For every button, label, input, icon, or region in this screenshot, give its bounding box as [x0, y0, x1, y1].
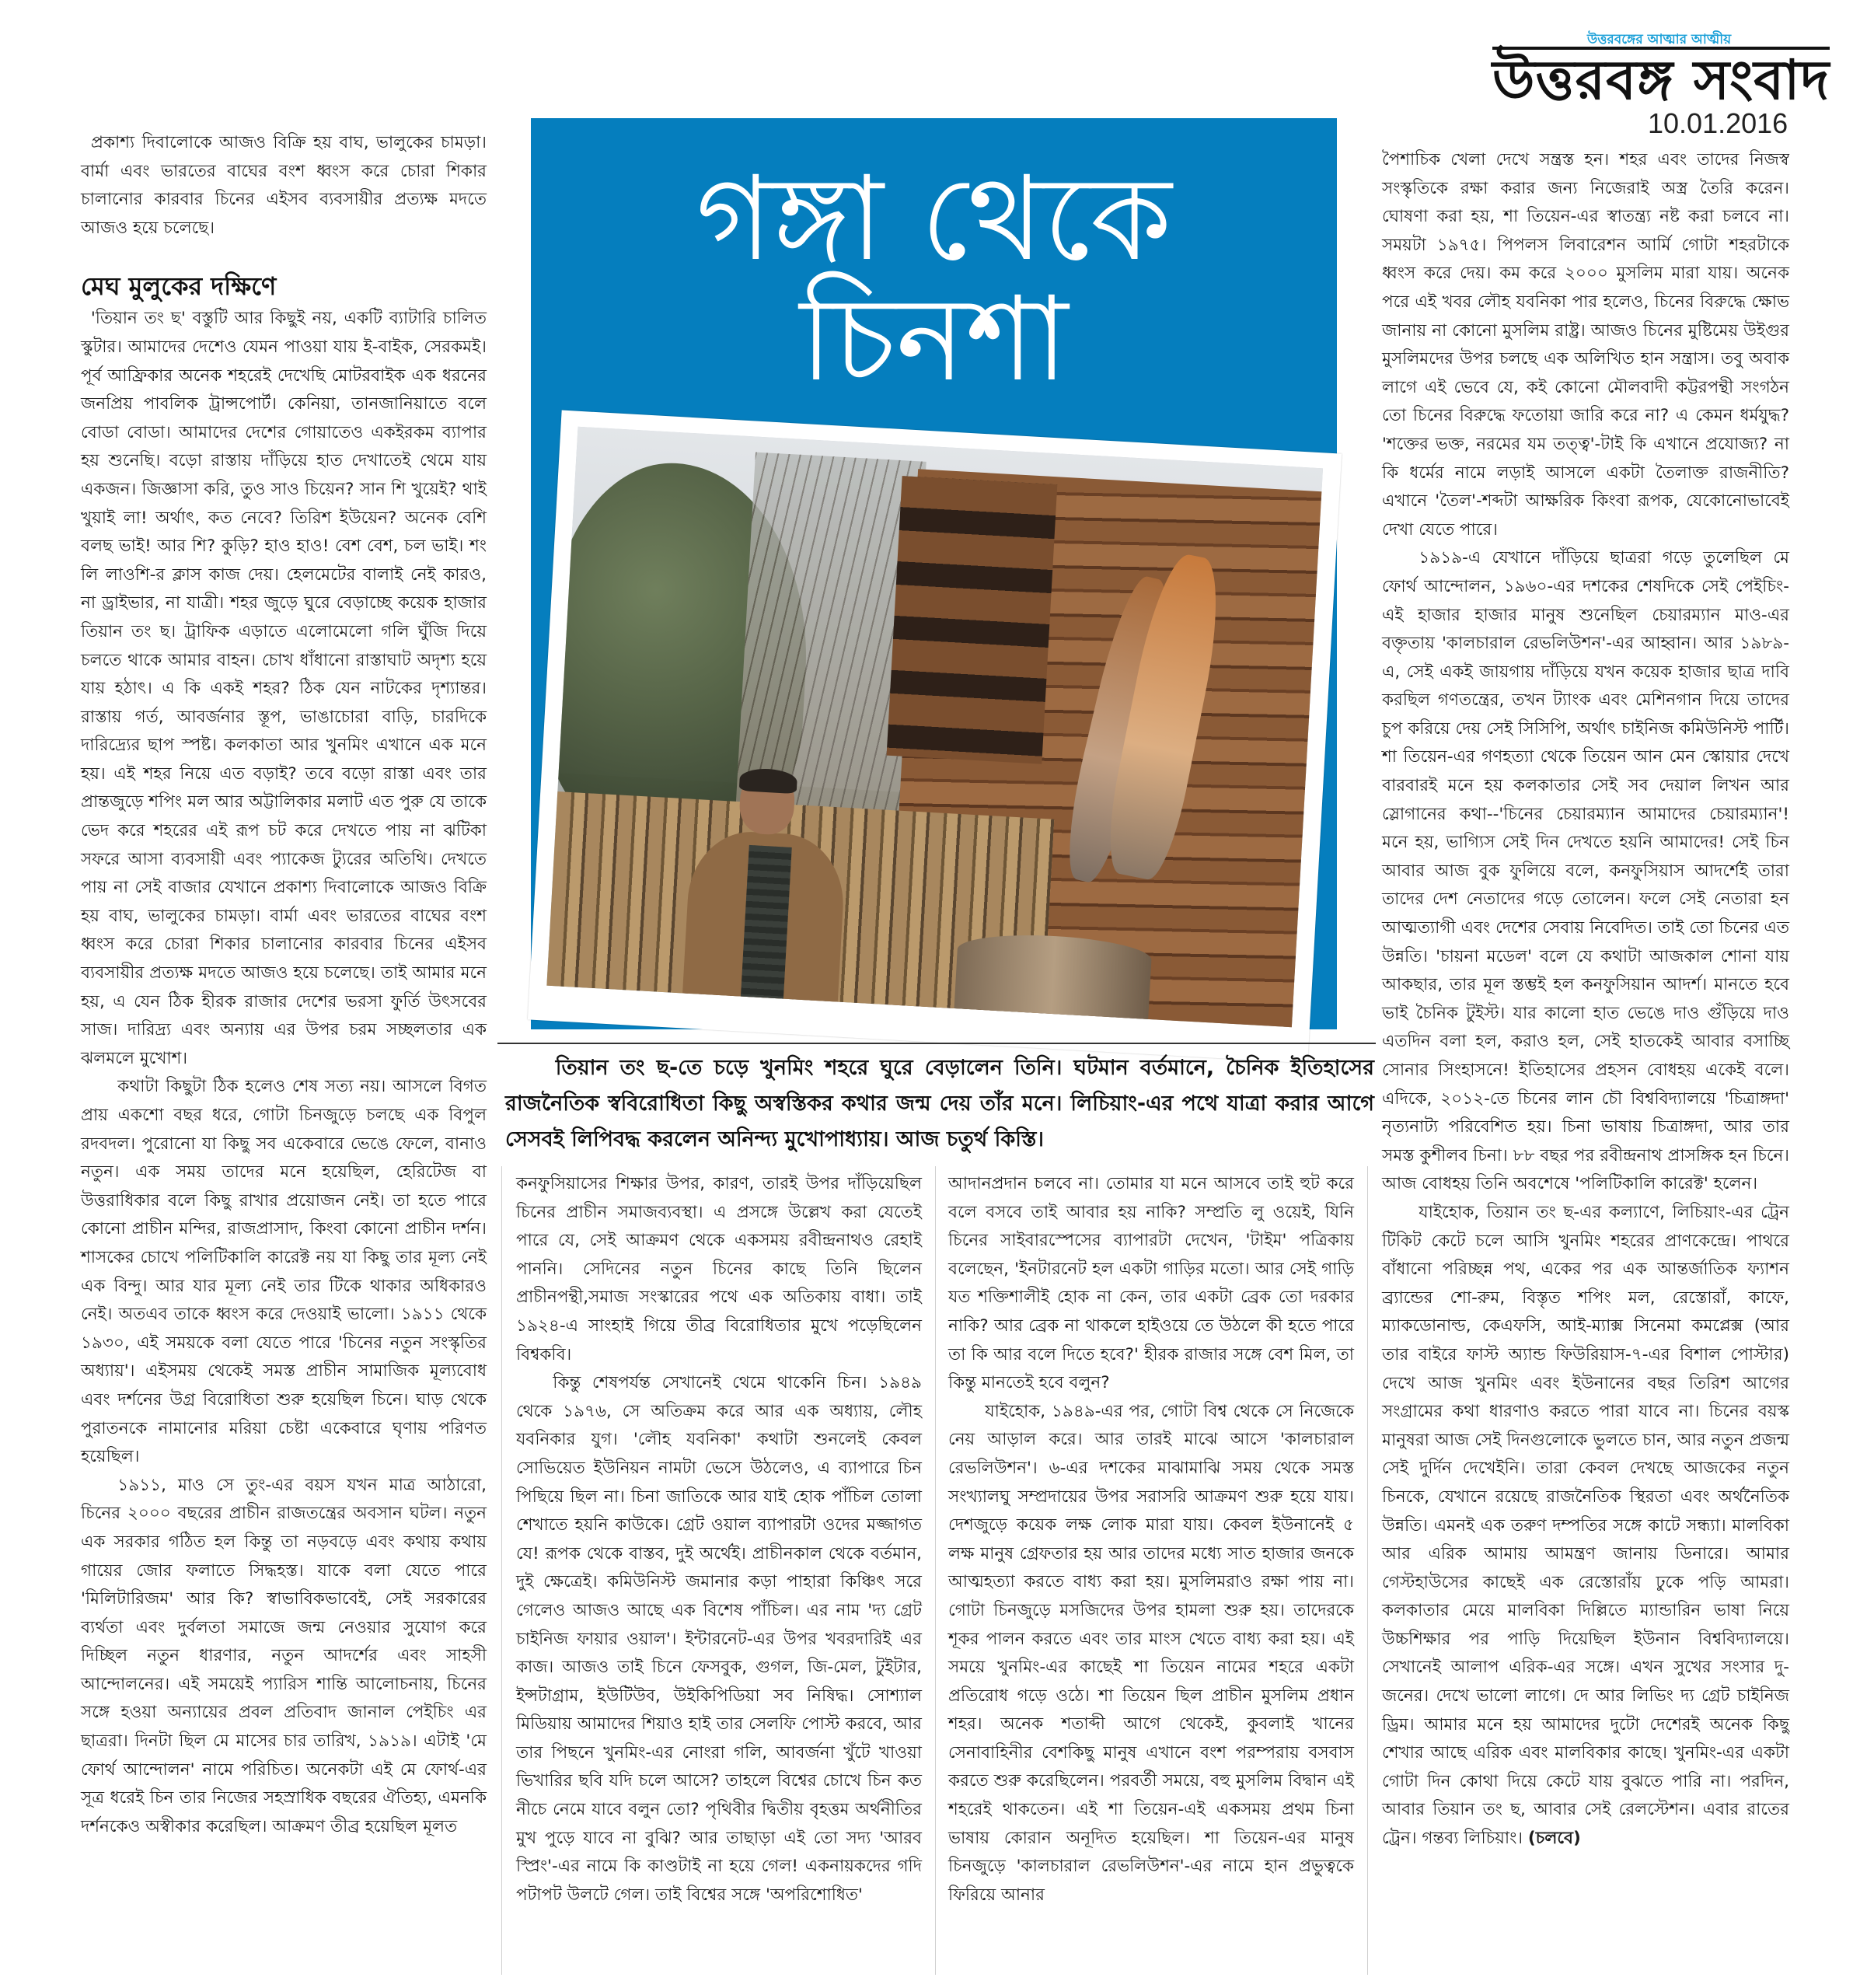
publication-date: 10.01.2016	[1648, 107, 1788, 139]
article-column-4	[1382, 146, 1789, 1853]
article-paragraph: কথাটা কিছুটা ঠিক হলেও শেষ সত্য নয়। আসলে বিগত প্রায় একশো বছর ধরে, গোটা চিনজুড়ে চলছে এক বিপুল রদবদল। পুরোনো যা কিছু সব একেবারে ভেঙে ফেলে, বানাও নতুন। এক সময় তাদের মনে হয়েছিল, হেরিটেজ বা উত্তরাধিকার বলে কিছু রাখার প্রয়োজন নেই। তা হতে পারে কোনো প্রাচীন মন্দির, রাজপ্রাসাদ, কিংবা কোনো প্রাচীন দর্শন। শাসকের চোখে পলিটিকালি কারেক্ট নয় যা কিছু তার মূল্য নেই এক বিন্দু। আর যার মূল্য নেই তার টিকে থাকার অধিকারও নেই। অতএব তাকে ধ্বংস করে দেওয়াই ভালো। ১৯১১ থেকে ১৯৩০, এই সময়কে বলা যেতে পারে 'চিনের নতুন সংস্কৃতির অধ্যায়'। এইসময় থেকেই সমস্ত প্রাচীন সামাজিক মূল্যবোধ এবং দর্শনের উগ্র বিরোধিতা শুরু হয়েছিল চিনে। ঘাড় থেকে পুরাতনকে নামানোর মরিয়া চেষ্টা একেবারে ঘৃণায় পরিণত হয়েছিল।	[81, 1077, 487, 1467]
feature-photo	[546, 427, 1323, 1027]
column-divider	[935, 1166, 936, 1975]
article-paragraph: কনফুসিয়াসের শিক্ষার উপর, কারণ, তারই উপর দাঁড়িয়েছিল চিনের প্রাচীন সমাজব্যবস্থা। এ প্রসঙ্গে উল্লেখ করা যেতেই পারে যে, সেই আক্রমণ থেকে একসময় রবীন্দ্রনাথও রেহাই পাননি। সেদিনের নতুন চিনের কাছে তিনি ছিলেন প্রাচীনপন্থী,সমাজ সংস্কারের পথে এক অতিকায় বাধা। তাই ১৯২৪-এ সাংহাই গিয়ে তীব্র বিরোধিতার মুখে পড়েছিলেন বিশ্বকবি।	[516, 1174, 922, 1364]
masthead	[1492, 30, 1830, 139]
article-paragraph: 'তিয়ান তং ছ' বস্তুটি আর কিছুই নয়, একটি ব্যাটারি চালিত স্কুটার। আমাদের দেশেও যেমন পাওয়া যায় ই-বাইক, সেরকমই। পূর্ব আফ্রিকার অনেক শহরেই দেখেছি মোটরবাইক এক ধরনের জনপ্রিয় পাবলিক ট্রান্সপোর্ট। কেনিয়া, তানজানিয়াতে বলে বোডা বোডা। আমাদের দেশের গোয়াতেও একইরকম ব্যাপার হয় শুনেছি। বড়ো রাস্তায় দাঁড়িয়ে হাত দেখাতেই থেমে যায় একজন। জিজ্ঞাসা করি, তুও সাও চিয়েন? সান শি খুয়েই? থাই খুয়াই লা! অর্থাৎ, কত নেবে? তিরিশ ইউয়েন? অনেক বেশি বলছ ভাই! আর শি? কুড়ি? হাও হাও! বেশ বেশ, চল ভাই। শং লি লাওশি-র ক্লাস কাজ দেয়। হেলমেটের বালাই নেই কারও, না ড্রাইভার, না যাত্রী। শহর জুড়ে ঘুরে বেড়াচ্ছে কয়েক হাজার তিয়ান তং ছ। ট্রাফিক এড়াতে এলোমেলো গলি ঘুঁজি দিয়ে চলতে থাকে আমার বাহন। চোখ ধাঁধানো রাস্তাঘাট অদৃশ্য হয়ে যায় হঠাৎ। এ কি একই শহর? ঠিক যেন নাটকের দৃশ্যান্তর। রাস্তায় গর্ত, আবর্জনার স্তূপ, ভাঙাচোরা বাড়ি, চারদিকে দারিদ্র্যের ছাপ স্পষ্ট। কলকাতা আর খুনমিং এখানে এক মনে হয়। এই শহর নিয়ে এত বড়াই? তবে বড়ো রাস্তা এবং তার প্রান্তজুড়ে শপিং মল আর অট্টালিকার মলাট এত পুরু যে তাকে ভেদ করে শহরের এই রূপ চট করে দেখতে পায় না ঝটিকা সফরে আসা ব্যবসায়ী এবং প্যাকেজ ট্যুরের অতিথি। দেখতে পায় না সেই বাজার যেখানে প্রকাশ্য দিবালোকে আজও বিক্রি হয় বাঘ, ভালুকের চামড়া। বার্মা এবং ভারতের বাঘের বংশ ধ্বংস করে চোরা শিকার চালানোর কারবার চিনের এইসব ব্যবসায়ীর প্রত্যক্ষ মদতে আজও হয়ে চলেছে। তাই আমার মনে হয়, এ যেন ঠিক হীরক রাজার দেশের ভরসা ফুর্তি উৎসবের সাজ। দারিদ্র্য এবং অন্যায় এর উপর চরম সচ্ছলতার এক ঝলমলে মুখোশ।	[81, 309, 487, 1068]
headline-line-1: গঙ্গা থেকে	[696, 152, 1172, 287]
photo-cabin-eaves	[887, 476, 1058, 764]
caption-divider	[497, 1043, 1376, 1044]
photo-barrel	[953, 931, 1153, 1027]
masthead-tagline: উত্তরবঙ্গের আত্মার আত্মীয়	[1587, 32, 1732, 47]
article-paragraph-text: যাইহোক, তিয়ান তং ছ-এর কল্যাণে, লিচিয়াং-এর ট্রেন টিকিট কেটে চলে আসি খুনমিং শহরের প্রাণকেন্দ্রে। পাথরে বাঁধানো পরিচ্ছন্ন পথ, একের পর এক আন্তর্জাতিক ফ্যাশন ব্র্যান্ডের শো-রুম, বিস্তৃত শপিং মল, রেস্তোরাঁ, কাফে, ম্যাকডোনাল্ড, কেএফসি, আই-ম্যাক্স সিনেমা কমপ্লেক্স (আর তার বাইরে ফাস্ট অ্যান্ড ফিউরিয়াস-৭-এর বিশাল পোস্টার) দেখে আজ খুনমিং এবং ইউনানের বছর তিরিশ আগের সংগ্রামের কথা ধারণাও করতে পারা যাবে না। চিনের বয়স্ক মানুষরা আজ সেই দিনগুলোকে ভুলতে চান, আর নতুন প্রজন্ম সেই দুর্দিন দেখেইনি। তারা কেবল দেখছে আজকের নতুন চিনকে, যেখানে রয়েছে রাজনৈতিক স্থিরতা এবং অর্থনৈতিক উন্নতি। এমনই এক তরুণ দম্পতির সঙ্গে কাটে সন্ধ্যা। মালবিকা আর এরিক আমায় আমন্ত্রণ জানায় ডিনারে। আমার গেস্টহাউসের কাছেই এক রেস্তোরাঁয় ঢুকে পড়ি আমরা। কলকাতার মেয়ে মালবিকা দিল্লিতে ম্যান্ডারিন ভাষা নিয়ে উচ্চশিক্ষার পর পাড়ি দিয়েছিল ইউনান বিশ্ববিদ্যালয়ে। সেখানেই আলাপ এরিক-এর সঙ্গে। এখন সুখের সংসার দু-জনের। দেখে ভালো লাগে। দে আর লিভিং দ্য গ্রেট চাইনিজ ড্রিম। আমার মনে হয় আমাদের দুটো দেশেরই অনেক কিছু শেখার আছে এরিক এবং মালবিকার কাছে। খুনমিং-এর একটা গোটা দিন কোথা দিয়ে কেটে যায় বুঝতে পারি না। পরদিন, আবার তিয়ান তং ছ, আবার সেই রেলস্টেশন। এবার রাতের ট্রেন। গন্তব্য লিচিয়াং।	[1382, 1202, 1789, 1849]
column-divider	[501, 1166, 502, 1975]
article-column-3	[948, 1170, 1354, 1909]
article-column-2	[516, 1170, 922, 1909]
article-paragraph: পৈশাচিক খেলা দেখে সন্ত্রস্ত হন। শহর এবং তাদের নিজস্ব সংস্কৃতিকে রক্ষা করার জন্য নিজেরাই অস্ত্র তৈরি করেন। ঘোষণা করা হয়, শা তিয়েন-এর স্বাতন্ত্র্য নষ্ট করা চলবে না। সময়টা ১৯৭৫। পিপলস লিবারেশন আর্মি গোটা শহরটাকে ধ্বংস করে দেয়। কম করে ২০০০ মুসলিম মারা যায়। অনেক পরে এই খবর লৌহ যবনিকা পার হলেও, চিনের বিরুদ্ধে ক্ষোভ জানায় না কোনো মুসলিম রাষ্ট্র। আজও চিনের মুষ্টিমেয় উইগুর মুসলিমদের উপর চলছে এক অলিখিত হান সন্ত্রাস। তবু অবাক লাগে এই ভেবে যে, কই কোনো মৌলবাদী কট্টরপন্থী সংগঠন তো চিনের বিরুদ্ধে ফতোয়া জারি করে না? এ কেমন ধর্মযুদ্ধ? 'শক্তের ভক্ত, নরমের যম তত্ত্ব'-টাই কি এখানে প্রযোজ্য? না কি ধর্মের নামে লড়াই আসলে একটা তৈলাক্ত রাজনীতি? এখানে 'তৈল'-শব্দটা আক্ষরিক কিংবা রূপক, যেকোনোভাবেই দেখা যেতে পারে।	[1382, 150, 1789, 540]
column-divider	[1367, 1166, 1368, 1975]
column-1-intro: প্রকাশ্য দিবালোকে আজও বিক্রি হয় বাঘ, ভালুকের চামড়া। বার্মা এবং ভারতের বাঘের বংশ ধ্বংস করে চোরা শিকার চালানোর কারবার চিনের এইসব ব্যবসায়ীর প্রত্যক্ষ মদতে আজও হয়ে চলেছে।	[81, 133, 487, 238]
article-paragraph: কিন্তু শেষপর্যন্ত সেখানেই থেমে থাকেনি চিন। ১৯৪৯ থেকে ১৯৭৬, সে অতিক্রম করে আর এক অধ্যায়, লৌহ যবনিকার যুগ। 'লৌহ যবনিকা' কথাটা শুনলেই কেবল সোভিয়েত ইউনিয়ন নামটা ভেসে উঠলেও, এ ব্যাপারে চিন পিছিয়ে ছিল না। চিনা জাতিকে আর যাই হোক পাঁচিল তোলা শেখাতে হয়নি কাউকে। গ্রেট ওয়াল ব্যাপারটা ওদের মজ্জাগত যে! রূপক থেকে বাস্তব, দুই অর্থেই। প্রাচীনকাল থেকে বর্তমান, দুই ক্ষেত্রেই। কমিউনিস্ট জমানার কড়া পাহারা কিঞ্চিৎ সরে গেলেও আজও আছে এক বিশেষ পাঁচিল। এর নাম 'দ্য গ্রেট চাইনিজ ফায়ার ওয়াল'। ইন্টারনেট-এর উপর খবরদারিই এর কাজ। আজও তাই চিনে ফেসবুক, গুগল, জি-মেল, টুইটার, ইন্সটাগ্রাম, ইউটিউব, উইকিপিডিয়া সব নিষিদ্ধ। সোশ্যাল মিডিয়ায় আমাদের শিয়াও হাই তার সেলফি পোস্ট করবে, আর তার পিছনে খুনমিং-এর নোংরা গলি, আবর্জনা খুঁটে খাওয়া ভিখারির ছবি যদি চলে আসে? তাহলে বিশ্বের চোখে চিন কত নীচে নেমে যাবে বলুন তো? পৃথিবীর দ্বিতীয় বৃহত্তম অর্থনীতির মুখ পুড়ে যাবে না বুঝি? আর তাছাড়া এই তো সদ্য 'আরব স্প্রিং'-এর নামে কি কাণ্ডটাই না হয়ে গেল! একনায়কদের গদি পটাপট উলটে গেল। তাই বিশ্বের সঙ্গে 'অপরিশোধিত'	[516, 1373, 922, 1905]
photo-caption-standfirst: তিয়ান তং ছ-তে চড়ে খুনমিং শহরে ঘুরে বেড়ালেন তিনি। ঘটমান বর্তমানে, চৈনিক ইতিহাসের রাজনৈতিক স্ববিরোধিতা কিছু অস্বস্তিকর কথার জন্ম দেয় তাঁর মনে। লিচিয়াং-এর পথে যাত্রা করার আগে সেসবই লিপিবদ্ধ করলেন অনিন্দ্য মুখোপাধ্যায়। আজ চতুর্থ কিস্তি।	[505, 1056, 1374, 1151]
feature-photo-frame	[528, 411, 1342, 1064]
article-paragraph: যাইহোক, ১৯৪৯-এর পর, গোটা বিশ্ব থেকে সে নিজেকে নেয় আড়াল করে। আর তারই মাঝে আসে 'কালচারাল রেভলিউশন'। ৬-এর দশকের মাঝামাঝি সময় থেকে সমস্ত সংখ্যালঘু সম্প্রদায়ের উপর সরাসরি আক্রমণ শুরু হয়ে যায়। দেশজুড়ে কয়েক লক্ষ লোক মারা যায়। কেবল ইউনানেই ৫ লক্ষ মানুষ গ্রেফতার হয় আর তাদের মধ্যে সাত হাজার জনকে আত্মহত্যা করতে বাধ্য করা হয়। মুসলিমরাও রক্ষা পায় না। গোটা চিনজুড়ে মসজিদের উপর হামলা শুরু হয়। তাদেরকে শূকর পালন করতে এবং তার মাংস খেতে বাধ্য করা হয়। এই সময়ে খুনমিং-এর কাছেই শা তিয়েন নামের শহরে একটা প্রতিরোধ গড়ে ওঠে। শা তিয়েন ছিল প্রাচীন মুসলিম প্রধান শহর। অনেক শতাব্দী আগে থেকেই, কুবলাই খানের সেনাবাহিনীর বেশকিছু মানুষ এখানে বংশ পরম্পরায় বসবাস করতে শুরু করেছিলেন। পরবর্তী সময়ে, বহু মুসলিম বিদ্বান এই শহরেই থাকতেন। এই শা তিয়েন-এই একসময় প্রথম চিনা ভাষায় কোরান অনূদিত হয়েছিল। শা তিয়েন-এর মানুষ চিনজুড়ে 'কালচারাল রেভলিউশন'-এর নামে হান প্রভুত্বকে ফিরিয়ে আনার	[948, 1401, 1354, 1905]
article-paragraph: আদানপ্রদান চলবে না। তোমার যা মনে আসবে তাই হুট করে বলে বসবে তাই আবার হয় নাকি? সম্প্রতি লু ওয়েই, যিনি চিনের সাইবারস্পেসের ব্যাপারটা দেখেন, 'টাইম' পত্রিকায় বলেছেন, 'ইনটারনেট হল একটা গাড়ির মতো। আর সেই গাড়ি যত শক্তিশালীই হোক না কেন, তার একটা ব্রেক তো দরকার নাকি? আর ব্রেক না থাকলে হাইওয়ে তে উঠলে কী হতে পারে তা কি আর বলে দিতে হবে?' হীরক রাজার সঙ্গে বেশ মিল, তা কিন্তু মানতেই হবে বলুন?	[948, 1174, 1354, 1393]
article-paragraph: ১৯১৯-এ যেখানে দাঁড়িয়ে ছাত্ররা গড়ে তুলেছিল মে ফোর্থ আন্দোলন, ১৯৬০-এর দশকের শেষদিকে সেই পেইচিং-এই হাজার হাজার মানুষ শুনেছিল চেয়ারম্যান মাও-এর বক্তৃতায় 'কালচারাল রেভলিউশন'-এর আহ্বান। আর ১৯৮৯-এ, সেই একই জায়গায় দাঁড়িয়ে যখন কয়েক হাজার ছাত্র দাবি করছিল গণতন্ত্রের, তখন ট্যাংক এবং মেশিনগান দিয়ে তাদের চুপ করিয়ে দেয় সেই সিসিপি, অর্থাৎ চাইনিজ কমিউনিস্ট পার্টি। শা তিয়েন-এর গণহত্যা থেকে তিয়েন আন মেন স্কোয়ার দেখে বারবারই মনে হয় কলকাতার সেই সব দেয়াল লিখন আর স্লোগানের কথা--'চিনের চেয়ারম্যান আমাদের চেয়ারম্যান'! মনে হয়, ভাগ্যিস সেই দিন দেখতে হয়নি আমাদের! সেই চিন আবার আজ বুক ফুলিয়ে বলে, কনফুসিয়াস আদর্শেই তারা তাদের দেশ নেতাদের গড়ে তোলেন। ফলে সেই নেতারা হন আত্মত্যাগী এবং দেশের সেবায় নিবেদিত। তাই তো চিনের এত উন্নতি। 'চায়না মডেল' বলে যে কথাটা আজকাল শোনা যায় আকছার, তার মূল স্তম্ভই হল কনফুসিয়ান আদর্শ। মানতে হবে ভাই চৈনিক টুইস্ট। যার কালো হাত ভেঙে দাও গুঁড়িয়ে দাও এতদিন বলা হল, করাও হল, সেই হাতকেই আবার বসাচ্ছি সোনার সিংহাসনে! ইতিহাসের প্রহসন বোধহয় একেই বলে। এদিকে, ২০১২-তে চিনের লান চৌ বিশ্ববিদ্যালয়ে 'চিত্রাঙ্গদা' নৃত্যনাট্য পরিবেশিত হয়। চিনা ভাষায় চিত্রাঙ্গদা, আর তার সমস্ত কুশীলব চিনা। ৮৮ বছর পর রবীন্দ্রনাথ প্রাসঙ্গিক হন চিনে। আজ বোধহয় তিনি অবশেষে 'পলিটিকালি কারেক্ট' হলেন।	[1382, 548, 1789, 1194]
article-paragraph	[1382, 1199, 1789, 1853]
newspaper-name: উত্তরবঙ্গ সংবাদ	[1492, 48, 1830, 112]
photo-man-shirt	[741, 845, 792, 1003]
photo-man	[682, 768, 850, 1010]
headline-line-2: চিনশা	[799, 272, 1069, 407]
article-paragraph: ১৯১১, মাও সে তুং-এর বয়স যখন মাত্র আঠারো, চিনের ২০০০ বছরের প্রাচীন রাজতন্ত্রের অবসান ঘটল। নতুন এক সরকার গঠিত হল কিন্তু তা নড়বড়ে এবং কথায় কথায় গায়ের জোর ফলাতে সিদ্ধহস্ত। যাকে বলা যেতে পারে 'মিলিটারিজম' আর কি? স্বাভাবিকভাবেই, সেই সরকারের ব্যর্থতা এবং দুর্বলতা সমাজে জন্ম নেওয়ার সুযোগ করে দিচ্ছিল নতুন ধারণার, নতুন আদর্শের এবং সাহসী আন্দোলনের। এই সময়েই প্যারিস শান্তি আলোচনায়, চিনের সঙ্গে হওয়া অন্যায়ের প্রবল প্রতিবাদ জানাল পেইচিং এর ছাত্ররা। দিনটা ছিল মে মাসের চার তারিখ, ১৯১৯। এটাই 'মে ফোর্থ আন্দোলন' নামে পরিচিত। অনেকটা এই মে ফোর্থ-এর সূত্র ধরেই চিন তার নিজের সহস্রাধিক বছরের ঐতিহ্য, এমনকি দর্শনকেও অস্বীকার করেছিল। আক্রমণ তীব্র হয়েছিল মূলত	[81, 1475, 487, 1836]
article-column-1	[81, 129, 487, 1841]
section-subheading: মেঘ মুলুকের দক্ষিণে	[81, 271, 277, 302]
continued-label: (চলবে)	[1527, 1829, 1581, 1849]
